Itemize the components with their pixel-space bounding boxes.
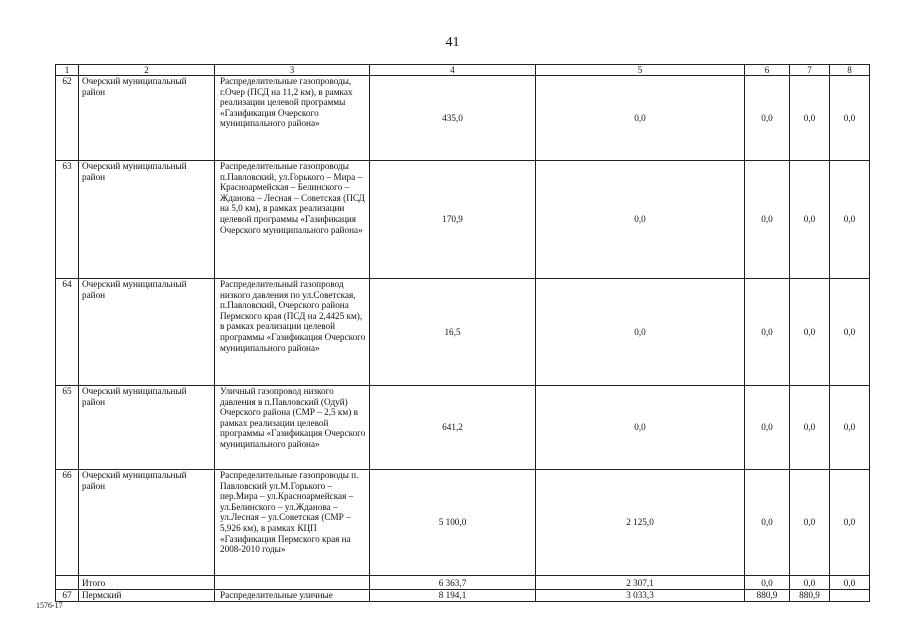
page-number: 41 bbox=[445, 35, 460, 50]
row-number bbox=[56, 576, 79, 590]
row-number: 63 bbox=[56, 161, 79, 279]
col-header: 7 bbox=[790, 65, 830, 76]
col-header: 2 bbox=[79, 65, 215, 76]
value-cell: 0,0 bbox=[790, 161, 830, 279]
col-header: 3 bbox=[215, 65, 370, 76]
value-cell bbox=[830, 590, 870, 602]
description-cell bbox=[215, 576, 370, 590]
col-header: 4 bbox=[370, 65, 536, 76]
total-value: 2 307,1 bbox=[536, 576, 745, 590]
value-cell: 0,0 bbox=[745, 161, 790, 279]
value-cell: 3 033,3 bbox=[536, 590, 745, 602]
value-cell: 0,0 bbox=[745, 386, 790, 470]
col-header: 6 bbox=[745, 65, 790, 76]
total-value: 0,0 bbox=[790, 576, 830, 590]
row-number: 67 bbox=[56, 590, 79, 602]
total-value: 0,0 bbox=[830, 576, 870, 590]
value-cell: 880,9 bbox=[745, 590, 790, 602]
value-cell: 0,0 bbox=[536, 76, 745, 161]
description-cell: Распределительные газопроводы п. Павловский ул.М.Горького – пер.Мира – ул.Красноармейская – ул.Белинского – ул.Жданова – ул.Лесная – ул.Советская (СМР – 5,926 км), в рамках КЦП «Газификация Пермского края на 2008-2010 годы» bbox=[215, 470, 370, 576]
table-row bbox=[56, 279, 870, 386]
col-header: 5 bbox=[536, 65, 745, 76]
district-cell: Очерский муниципальный район bbox=[79, 279, 215, 386]
value-cell: 0,0 bbox=[790, 279, 830, 386]
table-row bbox=[56, 76, 870, 161]
row-number: 66 bbox=[56, 470, 79, 576]
value-cell: 8 194,1 bbox=[370, 590, 536, 602]
value-cell: 880,9 bbox=[790, 590, 830, 602]
total-row bbox=[56, 576, 870, 590]
value-cell: 0,0 bbox=[830, 386, 870, 470]
value-cell: 0,0 bbox=[536, 161, 745, 279]
total-value: 0,0 bbox=[745, 576, 790, 590]
value-cell: 170,9 bbox=[370, 161, 536, 279]
value-cell: 5 100,0 bbox=[370, 470, 536, 576]
value-cell: 0,0 bbox=[790, 470, 830, 576]
description-cell: Распределительные газопроводы, г.Очер (ПСД на 11,2 км), в рамках реализации целевой программы «Газификация Очерского муниципального района» bbox=[215, 76, 370, 161]
table-row bbox=[56, 470, 870, 576]
row-number: 62 bbox=[56, 76, 79, 161]
description-cell: Распределительные газопроводы п.Павловский, ул.Горького – Мира – Красноармейская – Белинского – Жданова – Лесная – Советская (ПСД на 5,0 км), в рамках реализации целевой программы «Газификация Очерского муниципального района» bbox=[215, 161, 370, 279]
value-cell: 0,0 bbox=[790, 76, 830, 161]
value-cell: 0,0 bbox=[745, 279, 790, 386]
row-number: 64 bbox=[56, 279, 79, 386]
value-cell: 0,0 bbox=[745, 76, 790, 161]
description-cell: Уличный газопровод низкого давления в п.Павловский (Одуй) Очерского района (СМР – 2,5 км) в рамках реализации целевой программы «Газификация Очерского муниципального района» bbox=[215, 386, 370, 470]
total-value: 6 363,7 bbox=[370, 576, 536, 590]
value-cell: 2 125,0 bbox=[536, 470, 745, 576]
district-cell: Очерский муниципальный район bbox=[79, 386, 215, 470]
description-cell: Распределительные уличные bbox=[215, 590, 370, 602]
value-cell: 16,5 bbox=[370, 279, 536, 386]
district-cell: Очерский муниципальный район bbox=[79, 161, 215, 279]
financing-table bbox=[55, 64, 870, 602]
total-label: Итого bbox=[79, 576, 215, 590]
value-cell: 0,0 bbox=[536, 386, 745, 470]
district-cell: Пермский bbox=[79, 590, 215, 602]
value-cell: 0,0 bbox=[830, 470, 870, 576]
col-header: 8 bbox=[830, 65, 870, 76]
table-row bbox=[56, 590, 870, 602]
value-cell: 0,0 bbox=[830, 161, 870, 279]
value-cell: 0,0 bbox=[745, 470, 790, 576]
footer-code: 1576-17 bbox=[36, 601, 63, 610]
value-cell: 0,0 bbox=[536, 279, 745, 386]
value-cell: 0,0 bbox=[790, 386, 830, 470]
value-cell: 0,0 bbox=[830, 279, 870, 386]
district-cell: Очерский муниципальный район bbox=[79, 76, 215, 161]
table-row bbox=[56, 161, 870, 279]
table-row bbox=[56, 386, 870, 470]
value-cell: 435,0 bbox=[370, 76, 536, 161]
district-cell: Очерский муниципальный район bbox=[79, 470, 215, 576]
row-number: 65 bbox=[56, 386, 79, 470]
col-header: 1 bbox=[56, 65, 79, 76]
value-cell: 0,0 bbox=[830, 76, 870, 161]
column-header-row bbox=[56, 65, 870, 76]
value-cell: 641,2 bbox=[370, 386, 536, 470]
description-cell: Распределительный газопровод низкого давления по ул.Советская, п.Павловский, Очерского района Пермского края (ПСД на 2,4425 км), в рамках реализации целевой программы «Газификация Очерского муниципального района» bbox=[215, 279, 370, 386]
